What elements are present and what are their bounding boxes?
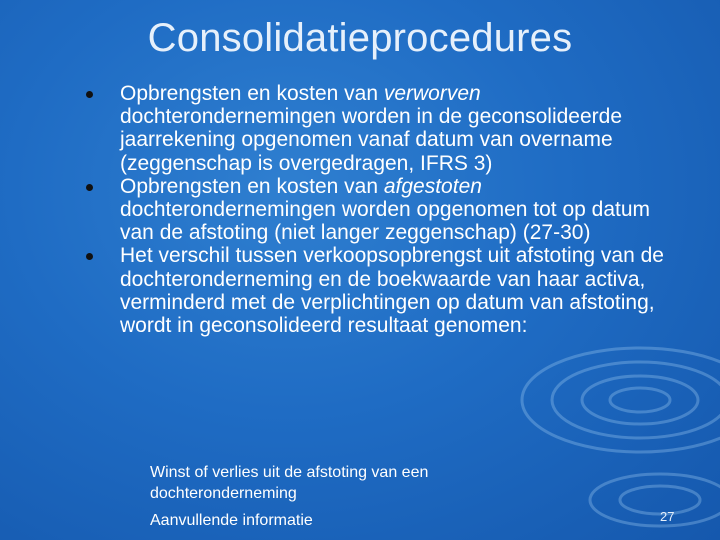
bullet-text-start: Opbrengsten en kosten van (120, 82, 384, 105)
sub-item: Aanvullende informatie (150, 512, 313, 529)
bullet-item (86, 82, 666, 175)
bullet-item (86, 175, 666, 245)
bullet-dot-icon (86, 91, 93, 98)
bullet-text-end: dochterondernemingen worden opgenomen tot op datum van de afstoting (niet langer zeggenschap) (27-30) (120, 198, 651, 245)
bullet-dot-icon (86, 253, 93, 260)
bullet-text-start: Opbrengsten en kosten van (120, 174, 384, 198)
bullet-emphasis: afgestoten (383, 174, 482, 198)
sub-item: Winst of verlies uit de afstoting van een dochteronderneming (150, 464, 429, 502)
sub-list (150, 462, 550, 535)
bullet-item (86, 244, 666, 337)
page-number: 27 (660, 509, 675, 524)
bullet-text-end: dochterondernemingen worden in de geconsolideerde jaarrekening opgenomen vanaf datum van overname (zeggenschap is overgedragen, IFRS 3) (120, 105, 623, 175)
bullet-text: Het verschil tussen verkoopsopbrengst uit afstoting van de dochteronderneming en de boekwaarde van haar activa, verminderd met de verplichtingen op datum van afstoting, wordt in geconsolideerd resultaat genomen: (120, 244, 664, 338)
bullet-emphasis: verworven (383, 82, 481, 105)
slide-title: Consolidatieprocedures (147, 16, 573, 60)
bullet-dot-icon (86, 184, 93, 191)
bullet-list (86, 82, 666, 337)
